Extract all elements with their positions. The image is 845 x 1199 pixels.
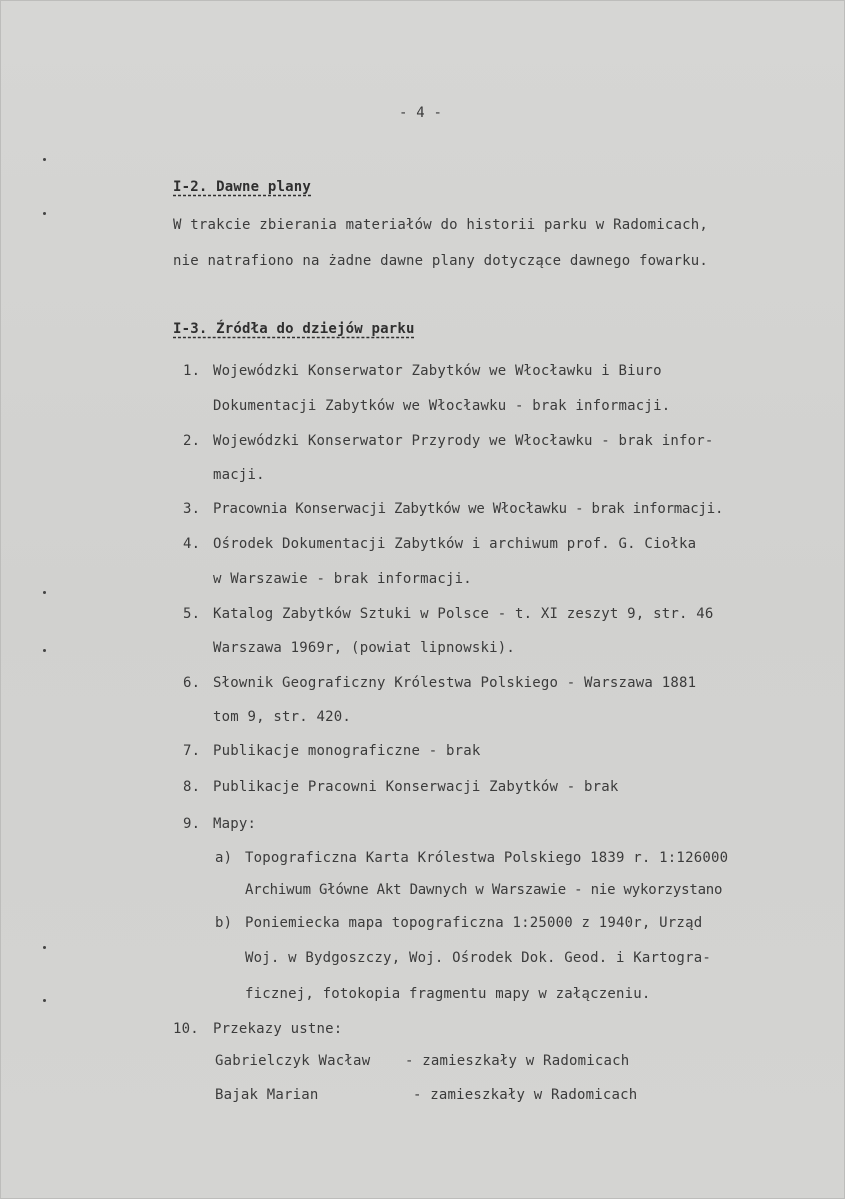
list-item-number: 6. [183,675,201,691]
informant-name: Bajak Marian [215,1087,319,1103]
margin-dot [43,649,46,652]
list-item-text: tom 9, str. 420. [213,709,352,725]
margin-dot [43,591,46,594]
list-item-text: Katalog Zabytków Sztuki w Polsce - t. XI zeszyt 9, str. 46 [213,606,714,622]
sublist-item-text: Topograficzna Karta Królestwa Polskiego 1839 r. 1:126000 [245,850,729,866]
margin-dot [43,212,46,215]
paragraph-line: nie natrafiono na żadne dawne plany dotyczące dawnego fowarku. [173,253,708,269]
list-item-text: Publikacje monograficzne - brak [213,743,481,759]
page-number: - 4 - [399,105,443,121]
margin-dot [43,946,46,949]
list-item-text: Publikacje Pracowni Konserwacji Zabytków - brak [213,779,619,795]
informant-desc: - zamieszkały w Radomicach [413,1087,638,1103]
paragraph-line: W trakcie zbierania materiałów do historii parku w Radomicach, [173,217,708,233]
sublist-item-letter: b) [215,915,233,931]
list-item-text: macji. [213,467,265,483]
list-item-number: 2. [183,433,201,449]
informant-desc: - zamieszkały w Radomicach [405,1053,630,1069]
list-item-number: 10. [173,1021,199,1037]
list-item-text: Słownik Geograficzny Królestwa Polskiego - Warszawa 1881 [213,675,697,691]
margin-dot [43,158,46,161]
section-heading: I-2. Dawne plany [173,179,312,195]
sublist-item-text: Archiwum Główne Akt Dawnych w Warszawie - nie wykorzystano [245,882,723,898]
section-heading: I-3. Źródła do dziejów parku [173,321,415,337]
sublist-item-text: Woj. w Bydgoszczy, Woj. Ośrodek Dok. Geod. i Kartogra- [245,950,711,966]
sublist-item-text: ficznej, fotokopia fragmentu mapy w załączeniu. [245,986,651,1002]
list-item-number: 9. [183,816,201,832]
list-item-text: Wojewódzki Konserwator Zabytków we Włocławku i Biuro [213,363,662,379]
list-item-number: 4. [183,536,201,552]
informant-name: Gabrielczyk Wacław [215,1053,371,1069]
list-item-text: Wojewódzki Konserwator Przyrody we Włocławku - brak infor- [213,433,714,449]
list-item-text: Dokumentacji Zabytków we Włocławku - brak informacji. [213,398,671,414]
list-item-number: 1. [183,363,201,379]
sublist-item-letter: a) [215,850,233,866]
list-item-text: Warszawa 1969r, (powiat lipnowski). [213,640,516,656]
list-item-number: 3. [183,501,201,517]
list-item-text: Ośrodek Dokumentacji Zabytków i archiwum prof. G. Ciołka [213,536,697,552]
sublist-item-text: Poniemiecka mapa topograficzna 1:25000 z 1940r, Urząd [245,915,703,931]
list-item-number: 8. [183,779,201,795]
list-item-text: w Warszawie - brak informacji. [213,571,472,587]
list-item-text: Pracownia Konserwacji Zabytków we Włocławku - brak informacji. [213,501,724,517]
list-item-number: 5. [183,606,201,622]
list-item-number: 7. [183,743,201,759]
list-item-text: Mapy: [213,816,257,832]
list-item-text: Przekazy ustne: [213,1021,343,1037]
margin-dot [43,999,46,1002]
